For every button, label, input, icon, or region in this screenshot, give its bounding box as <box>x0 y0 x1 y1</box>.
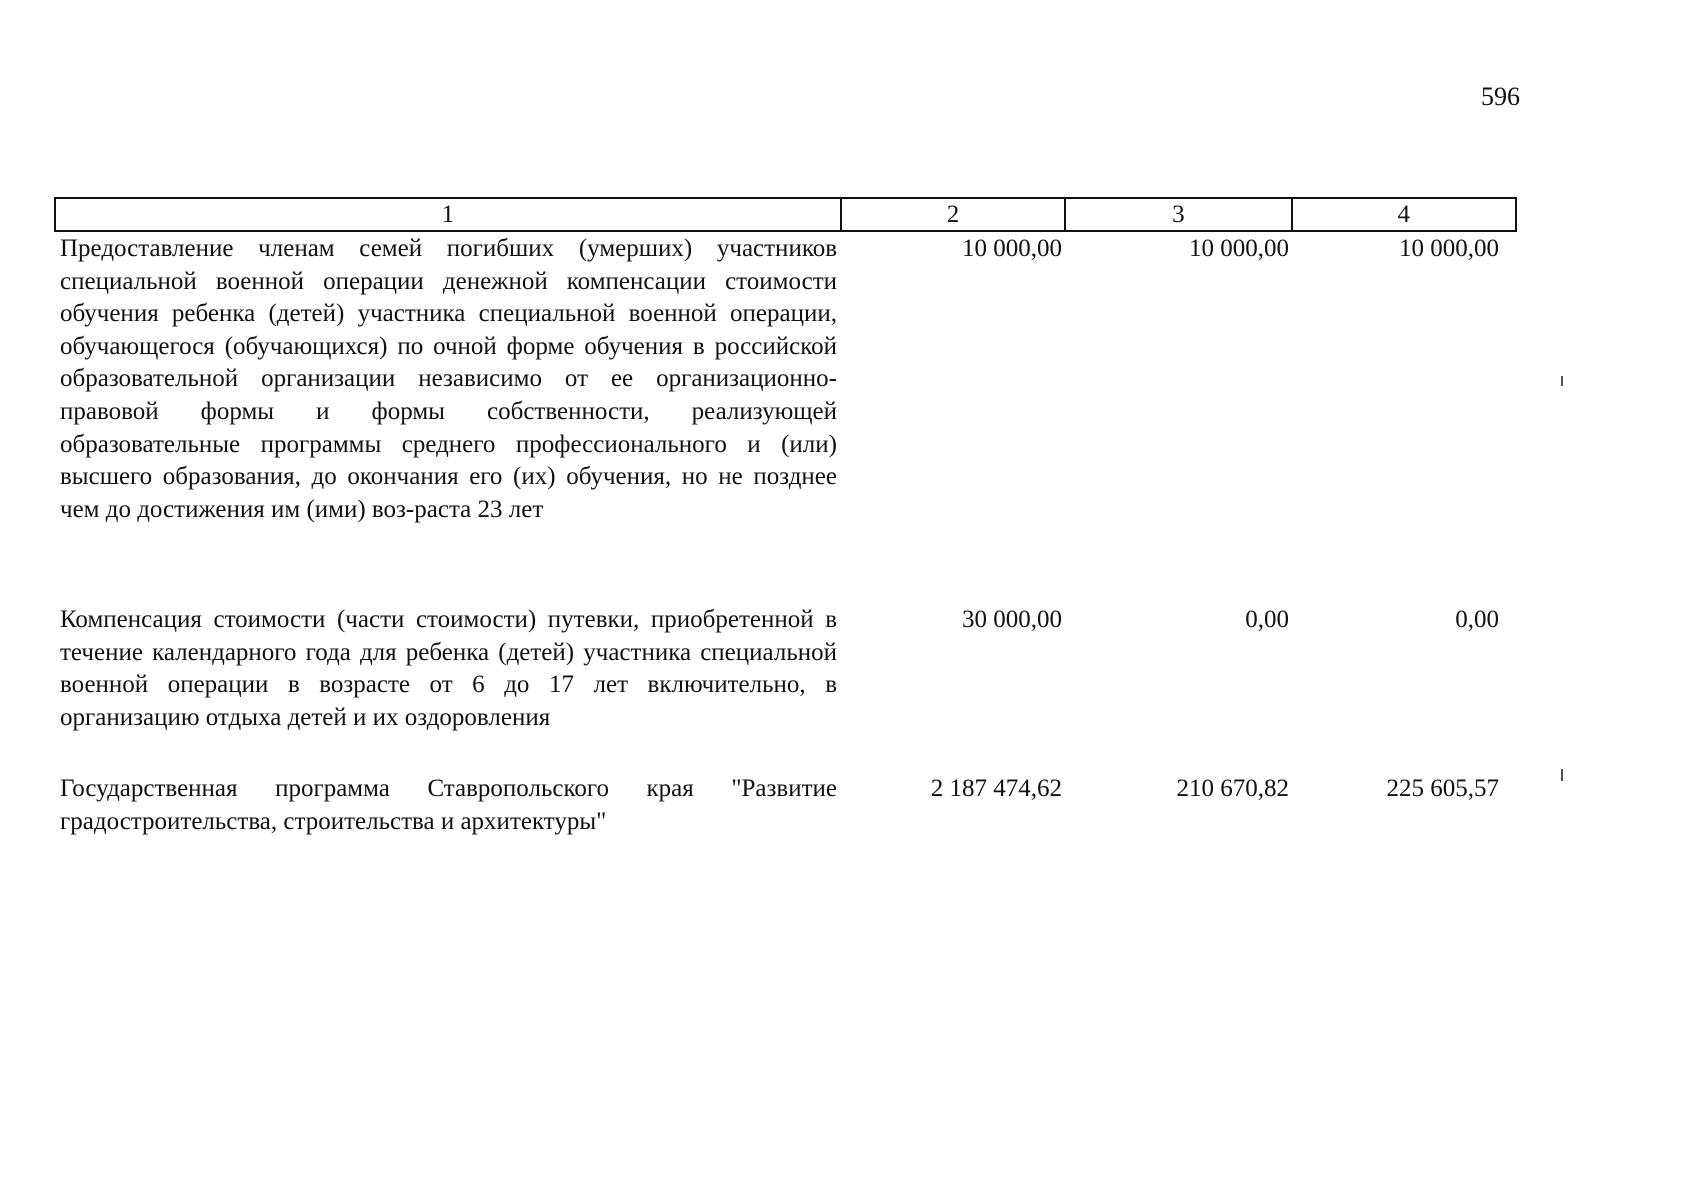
row-value-col-2: 10 000,00 <box>962 235 1062 262</box>
row-value-col-2: 30 000,00 <box>962 606 1062 633</box>
scan-edge-mark <box>1561 769 1563 781</box>
page-number: 596 <box>1481 82 1520 111</box>
table-header <box>54 197 1517 232</box>
header-col-3: 3 <box>1064 199 1290 230</box>
header-col-1: 1 <box>441 201 455 228</box>
table-row <box>54 773 1517 838</box>
row-value-col-3: 210 670,82 <box>1176 775 1289 802</box>
header-col-4: 4 <box>1291 199 1515 230</box>
table-row <box>54 233 1517 526</box>
row-description: Предоставление членам семей погибших (умерших) участников специальной военной операции денежной компенсации стоимости обучения ребенка (детей) участника специальной военной операции, обучающегося (обучающихся) по очной форме обучения в российской образовательной организации независимо от ее организационно-правовой формы и формы собственности, реализующей образовательные программы среднего профессионального и (или) высшего образования, до окончания его (их) обучения, но не позднее чем до достижения им (ими) воз-раста 23 лет <box>60 235 837 523</box>
row-description: Государственная программа Ставропольского края "Развитие градостроительства, строительства и архитектуры" <box>60 775 837 835</box>
scan-edge-mark <box>1561 376 1563 386</box>
row-value-col-3: 0,00 <box>1245 606 1289 633</box>
row-value-col-3: 10 000,00 <box>1189 235 1289 262</box>
row-description: Компенсация стоимости (части стоимости) путевки, приобретенной в течение календарного года для ребенка (детей) участника специальной военной операции в возрасте от 6 до 17 лет включительно, в организацию отдыха детей и их оздоровления <box>60 606 837 731</box>
row-value-col-4: 225 605,57 <box>1386 775 1499 802</box>
row-value-col-4: 0,00 <box>1455 606 1499 633</box>
row-value-col-2: 2 187 474,62 <box>930 775 1062 802</box>
table-row <box>54 604 1517 734</box>
row-value-col-4: 10 000,00 <box>1399 235 1499 262</box>
header-col-2: 2 <box>840 199 1064 230</box>
